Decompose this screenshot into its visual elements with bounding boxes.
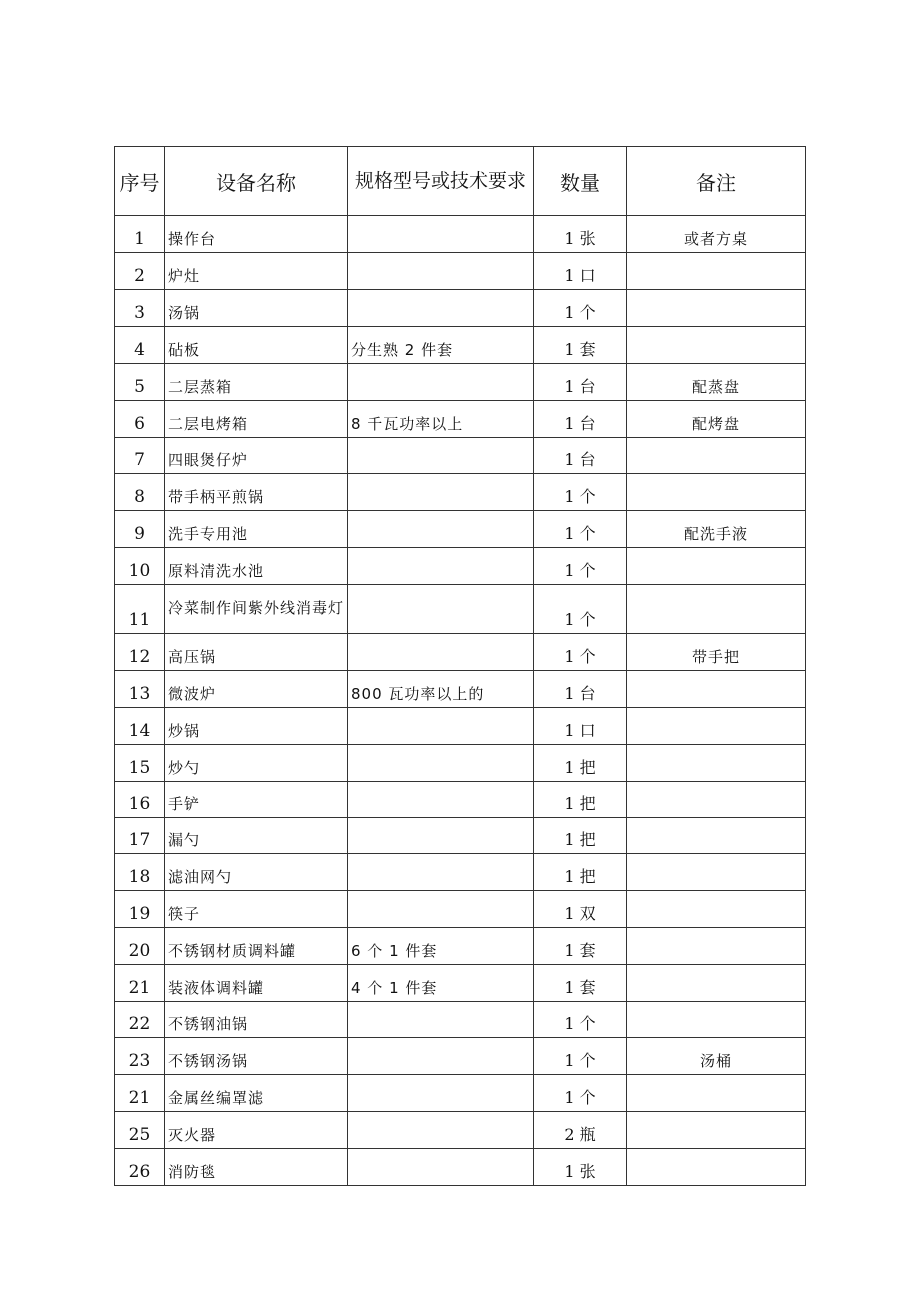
row-qty: 1 个 bbox=[534, 548, 627, 585]
row-note bbox=[627, 253, 806, 290]
header-qty: 数量 bbox=[534, 147, 627, 216]
row-spec bbox=[348, 548, 534, 585]
table-row bbox=[115, 474, 806, 511]
row-note bbox=[627, 782, 806, 818]
row-no: 7 bbox=[115, 438, 165, 474]
row-name: 不锈钢汤锅 bbox=[165, 1038, 348, 1075]
row-name: 灭火器 bbox=[165, 1112, 348, 1149]
row-note bbox=[627, 818, 806, 854]
row-qty: 1 台 bbox=[534, 401, 627, 438]
row-note bbox=[627, 1075, 806, 1112]
row-spec bbox=[348, 782, 534, 818]
row-name: 筷子 bbox=[165, 891, 348, 928]
header-name: 设备名称 bbox=[165, 147, 348, 216]
row-spec bbox=[348, 634, 534, 671]
table-row bbox=[115, 1075, 806, 1112]
row-name: 消防毯 bbox=[165, 1149, 348, 1186]
row-no: 12 bbox=[115, 634, 165, 671]
row-qty: 2 瓶 bbox=[534, 1112, 627, 1149]
row-note bbox=[627, 891, 806, 928]
row-note bbox=[627, 854, 806, 891]
row-name: 不锈钢油锅 bbox=[165, 1002, 348, 1038]
row-spec bbox=[348, 364, 534, 401]
table-row bbox=[115, 253, 806, 290]
header-row bbox=[115, 147, 806, 216]
table-row bbox=[115, 891, 806, 928]
row-qty: 1 台 bbox=[534, 438, 627, 474]
row-name: 砧板 bbox=[165, 327, 348, 364]
row-name: 炒锅 bbox=[165, 708, 348, 745]
row-spec: 8 千瓦功率以上 bbox=[348, 401, 534, 438]
row-name: 带手柄平煎锅 bbox=[165, 474, 348, 511]
row-spec bbox=[348, 708, 534, 745]
table-row bbox=[115, 818, 806, 854]
row-name: 原料清洗水池 bbox=[165, 548, 348, 585]
row-note bbox=[627, 438, 806, 474]
row-note bbox=[627, 327, 806, 364]
row-note: 或者方桌 bbox=[627, 216, 806, 253]
table-row bbox=[115, 401, 806, 438]
row-name: 汤锅 bbox=[165, 290, 348, 327]
row-no: 3 bbox=[115, 290, 165, 327]
row-name: 炉灶 bbox=[165, 253, 348, 290]
row-name: 二层电烤箱 bbox=[165, 401, 348, 438]
table-row bbox=[115, 965, 806, 1002]
row-spec bbox=[348, 438, 534, 474]
row-note bbox=[627, 1149, 806, 1186]
header-spec: 规格型号或技术要求 bbox=[348, 147, 534, 216]
row-no: 21 bbox=[115, 1075, 165, 1112]
row-spec bbox=[348, 891, 534, 928]
row-spec bbox=[348, 745, 534, 782]
row-qty: 1 套 bbox=[534, 965, 627, 1002]
header-note: 备注 bbox=[627, 147, 806, 216]
row-note bbox=[627, 1002, 806, 1038]
row-spec bbox=[348, 1038, 534, 1075]
row-spec: 6 个 1 件套 bbox=[348, 928, 534, 965]
row-spec: 分生熟 2 件套 bbox=[348, 327, 534, 364]
row-no: 17 bbox=[115, 818, 165, 854]
row-no: 1 bbox=[115, 216, 165, 253]
row-name: 高压锅 bbox=[165, 634, 348, 671]
row-name: 四眼煲仔炉 bbox=[165, 438, 348, 474]
row-qty: 1 把 bbox=[534, 782, 627, 818]
row-no: 10 bbox=[115, 548, 165, 585]
row-name: 滤油网勺 bbox=[165, 854, 348, 891]
table-row bbox=[115, 548, 806, 585]
table-row bbox=[115, 671, 806, 708]
row-qty: 1 个 bbox=[534, 290, 627, 327]
row-note bbox=[627, 474, 806, 511]
table-row bbox=[115, 782, 806, 818]
row-no: 13 bbox=[115, 671, 165, 708]
table-row bbox=[115, 634, 806, 671]
table-row bbox=[115, 511, 806, 548]
row-no: 18 bbox=[115, 854, 165, 891]
row-qty: 1 台 bbox=[534, 671, 627, 708]
row-qty: 1 台 bbox=[534, 364, 627, 401]
row-note: 汤桶 bbox=[627, 1038, 806, 1075]
row-qty: 1 把 bbox=[534, 818, 627, 854]
row-qty: 1 个 bbox=[534, 1038, 627, 1075]
table-row bbox=[115, 438, 806, 474]
row-no: 14 bbox=[115, 708, 165, 745]
table-row bbox=[115, 1038, 806, 1075]
table-row bbox=[115, 928, 806, 965]
row-name: 装液体调料罐 bbox=[165, 965, 348, 1002]
row-qty: 1 把 bbox=[534, 854, 627, 891]
table-row bbox=[115, 290, 806, 327]
row-note: 配蒸盘 bbox=[627, 364, 806, 401]
row-qty: 1 套 bbox=[534, 327, 627, 364]
row-no: 6 bbox=[115, 401, 165, 438]
table-row bbox=[115, 1112, 806, 1149]
row-note bbox=[627, 708, 806, 745]
row-qty: 1 口 bbox=[534, 708, 627, 745]
row-no: 16 bbox=[115, 782, 165, 818]
row-note: 配烤盘 bbox=[627, 401, 806, 438]
row-spec bbox=[348, 854, 534, 891]
row-no: 8 bbox=[115, 474, 165, 511]
table-row bbox=[115, 364, 806, 401]
row-no: 25 bbox=[115, 1112, 165, 1149]
table-row bbox=[115, 585, 806, 634]
row-name: 洗手专用池 bbox=[165, 511, 348, 548]
table-row bbox=[115, 1002, 806, 1038]
row-name: 手铲 bbox=[165, 782, 348, 818]
header-no: 序号 bbox=[115, 147, 165, 216]
row-spec: 800 瓦功率以上的 bbox=[348, 671, 534, 708]
row-name: 微波炉 bbox=[165, 671, 348, 708]
row-spec bbox=[348, 818, 534, 854]
row-spec bbox=[348, 511, 534, 548]
row-no: 20 bbox=[115, 928, 165, 965]
row-name: 漏勺 bbox=[165, 818, 348, 854]
row-name: 不锈钢材质调料罐 bbox=[165, 928, 348, 965]
table-row bbox=[115, 327, 806, 364]
row-qty: 1 套 bbox=[534, 928, 627, 965]
row-no: 15 bbox=[115, 745, 165, 782]
table-row bbox=[115, 745, 806, 782]
row-spec bbox=[348, 1112, 534, 1149]
row-note bbox=[627, 585, 806, 634]
row-no: 21 bbox=[115, 965, 165, 1002]
row-note bbox=[627, 745, 806, 782]
row-name: 操作台 bbox=[165, 216, 348, 253]
row-note bbox=[627, 290, 806, 327]
row-qty: 1 张 bbox=[534, 1149, 627, 1186]
row-qty: 1 口 bbox=[534, 253, 627, 290]
row-note: 带手把 bbox=[627, 634, 806, 671]
row-no: 11 bbox=[115, 585, 165, 634]
row-qty: 1 把 bbox=[534, 745, 627, 782]
row-qty: 1 个 bbox=[534, 634, 627, 671]
row-name: 金属丝编罩滤 bbox=[165, 1075, 348, 1112]
row-no: 9 bbox=[115, 511, 165, 548]
row-spec bbox=[348, 253, 534, 290]
row-spec bbox=[348, 1002, 534, 1038]
row-name: 冷菜制作间紫外线消毒灯 bbox=[165, 585, 348, 634]
table-row bbox=[115, 708, 806, 745]
row-note bbox=[627, 1112, 806, 1149]
row-spec bbox=[348, 585, 534, 634]
row-spec bbox=[348, 474, 534, 511]
row-qty: 1 个 bbox=[534, 1002, 627, 1038]
row-qty: 1 个 bbox=[534, 474, 627, 511]
table-row bbox=[115, 1149, 806, 1186]
row-qty: 1 个 bbox=[534, 1075, 627, 1112]
row-no: 5 bbox=[115, 364, 165, 401]
row-spec bbox=[348, 1149, 534, 1186]
row-note bbox=[627, 965, 806, 1002]
row-name: 炒勺 bbox=[165, 745, 348, 782]
row-note bbox=[627, 548, 806, 585]
row-no: 4 bbox=[115, 327, 165, 364]
row-qty: 1 个 bbox=[534, 511, 627, 548]
table-row bbox=[115, 854, 806, 891]
row-qty: 1 个 bbox=[534, 585, 627, 634]
row-note: 配洗手液 bbox=[627, 511, 806, 548]
row-spec: 4 个 1 件套 bbox=[348, 965, 534, 1002]
row-note bbox=[627, 928, 806, 965]
row-no: 26 bbox=[115, 1149, 165, 1186]
row-spec bbox=[348, 290, 534, 327]
row-qty: 1 张 bbox=[534, 216, 627, 253]
row-no: 2 bbox=[115, 253, 165, 290]
equipment-table bbox=[114, 146, 806, 1186]
row-qty: 1 双 bbox=[534, 891, 627, 928]
row-note bbox=[627, 671, 806, 708]
row-name: 二层蒸箱 bbox=[165, 364, 348, 401]
row-no: 23 bbox=[115, 1038, 165, 1075]
row-spec bbox=[348, 216, 534, 253]
row-no: 19 bbox=[115, 891, 165, 928]
table-row bbox=[115, 216, 806, 253]
row-no: 22 bbox=[115, 1002, 165, 1038]
row-spec bbox=[348, 1075, 534, 1112]
